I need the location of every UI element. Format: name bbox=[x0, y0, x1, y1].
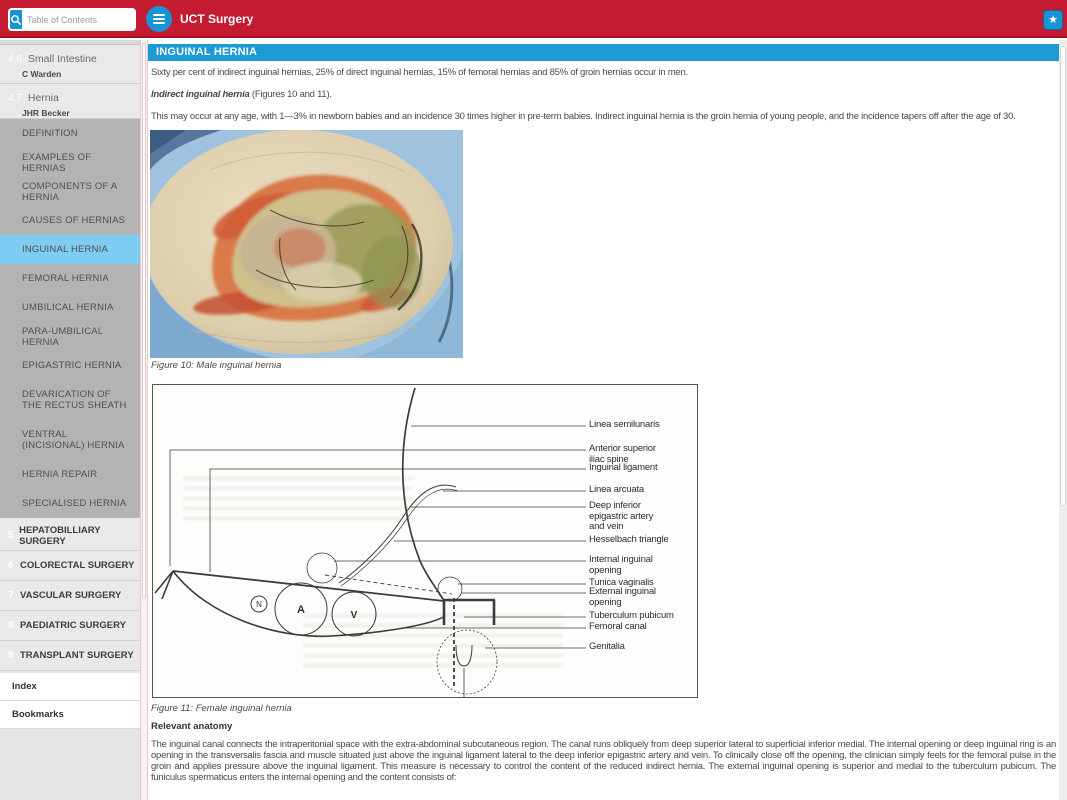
chapter-number: 4.6 bbox=[8, 54, 22, 65]
search-input[interactable] bbox=[22, 10, 136, 29]
top-bar bbox=[0, 0, 1067, 38]
sidebar-item-epigastric-hernia[interactable]: EPIGASTRIC HERNIA bbox=[22, 360, 122, 371]
figures-reference: (Figures 10 and 11). bbox=[249, 89, 332, 100]
page-title: INGUINAL HERNIA bbox=[148, 44, 1059, 61]
sidebar-section-colorectal[interactable]: 6 COLORECTAL SURGERY bbox=[0, 551, 140, 581]
sidebar-scrollbar-thumb[interactable] bbox=[142, 43, 146, 598]
label-internal-inguinal-opening: Internal inguinal opening bbox=[589, 554, 653, 576]
label-external-inguinal-opening: External inguinal opening bbox=[589, 586, 656, 608]
chapter-number: 4.7 bbox=[8, 93, 22, 104]
chapter-title: Small Intestine bbox=[27, 53, 97, 65]
sidebar-scrollbar[interactable] bbox=[140, 40, 148, 800]
content-area bbox=[148, 40, 1059, 800]
toc-search-box bbox=[8, 8, 136, 31]
sidebar-toc bbox=[0, 40, 140, 800]
diagram-lines bbox=[155, 388, 586, 697]
sidebar-section-list bbox=[0, 521, 140, 671]
sidebar-item-index[interactable]: Index bbox=[0, 673, 140, 701]
bookmark-star-button[interactable]: ★ bbox=[1043, 10, 1063, 30]
sidebar-item-femoral-hernia[interactable]: FEMORAL HERNIA bbox=[22, 273, 109, 284]
sidebar-section-hepatobilliary[interactable]: 5 HEPATOBILLIARY SURGERY bbox=[0, 521, 140, 551]
sidebar-item-hernia-repair[interactable]: HERNIA REPAIR bbox=[22, 469, 98, 480]
sidebar-item-components-of-a-hernia[interactable]: COMPONENTS OF A HERNIA bbox=[22, 180, 117, 203]
chapter-author: C Warden bbox=[22, 69, 62, 79]
sidebar-top-partial-item bbox=[0, 40, 140, 45]
sidebar-empty-area bbox=[0, 729, 140, 800]
sidebar-item-umbilical-hernia[interactable]: UMBILICAL HERNIA bbox=[22, 302, 114, 313]
search-icon bbox=[10, 14, 22, 26]
sidebar-item-inguinal-hernia[interactable]: INGUINAL HERNIA bbox=[0, 235, 140, 264]
chapter-title: Hernia bbox=[27, 92, 59, 104]
sidebar-section-transplant[interactable]: 9 TRANSPLANT SURGERY bbox=[0, 641, 140, 671]
label-linea-semilunaris: Linea semilunaris bbox=[589, 419, 660, 430]
sidebar-chapter-small-intestine[interactable] bbox=[0, 46, 140, 84]
sidebar-item-devarication-rectus-sheath[interactable]: DEVARICATION OF THE RECTUS SHEATH bbox=[22, 389, 127, 411]
sidebar-item-ventral-incisional-hernia[interactable]: VENTRAL (INCISIONAL) HERNIA bbox=[22, 429, 125, 451]
artery-letter: A bbox=[297, 604, 305, 616]
indirect-hernia-lead-paragraph bbox=[151, 89, 1056, 100]
relevant-anatomy-paragraph: The inguinal canal connects the intraperitonial space with the extra-abdominal subcutaneous region. The canal runs obliquely from deep superior lateral to superficial inferior medial. The internal opening or deep inguinal ring is an opening in the transversalis fascia and muscle situated just above the inguinal ligament lateral to the deep inferior epigastric artery and vein. To clinically close off the opening, the clinician simply feels for the femoral pulse in the groin and applies pressure above the inguinal ligament. This measure is necessary to control the content of the reduced indirect hernia. The external inguinal opening is superior and medial to the tuberculum pubicum. The funiculus spermaticus enters the internal opening and the content consists of: bbox=[151, 739, 1056, 783]
label-anterior-superior-iliac-spine: Anterior superior iliac spine bbox=[589, 443, 656, 465]
sidebar-item-specialised-hernia[interactable]: SPECIALISED HERNIA bbox=[22, 498, 127, 509]
figure-10-photo bbox=[150, 130, 463, 358]
male-inguinal-hernia-photo bbox=[150, 130, 463, 358]
sidebar-footer bbox=[0, 673, 140, 729]
content-scrollbar[interactable] bbox=[1059, 40, 1067, 800]
hamburger-menu-button[interactable] bbox=[146, 6, 172, 32]
sidebar-item-para-umbilical-hernia[interactable]: PARA-UMBILICAL HERNIA bbox=[22, 325, 103, 348]
figure-10-caption: Figure 10: Male inguinal hernia bbox=[151, 360, 282, 371]
sidebar-item-causes-of-hernias[interactable]: CAUSES OF HERNIAS bbox=[22, 215, 126, 226]
app-title: UCT Surgery bbox=[180, 12, 254, 26]
content-scrollbar-thumb[interactable] bbox=[1060, 46, 1066, 506]
relevant-anatomy-heading: Relevant anatomy bbox=[151, 721, 233, 732]
nerve-letter: N bbox=[256, 600, 262, 609]
indirect-hernia-term: Indirect inguinal hernia bbox=[151, 89, 250, 100]
sidebar-chapter-hernia[interactable] bbox=[0, 85, 140, 119]
vessel-letters bbox=[256, 600, 358, 621]
label-deep-inferior-epigastric: Deep inferior epigastric artery and vein bbox=[589, 500, 654, 532]
label-femoral-canal: Femoral canal bbox=[589, 621, 647, 632]
label-tuberculum-pubicum: Tuberculum pubicum bbox=[589, 610, 674, 621]
figure-11-diagram bbox=[152, 384, 698, 698]
label-linea-arcuata: Linea arcuata bbox=[589, 484, 644, 495]
label-inguinal-ligament: Inguinal ligament bbox=[589, 462, 658, 473]
hamburger-icon bbox=[153, 14, 165, 16]
sidebar-item-definition[interactable]: DEFINITION bbox=[22, 128, 78, 139]
label-tunica-vaginalis: Tunica vaginalis bbox=[589, 577, 654, 588]
sidebar-section-vascular[interactable]: 7 VASCULAR SURGERY bbox=[0, 581, 140, 611]
search-button[interactable] bbox=[10, 10, 22, 29]
intro-paragraph: Sixty per cent of indirect inguinal hernias, 25% of direct inguinal hernias, 15% of femoral hernias and 85% of groin hernias occur in men. bbox=[151, 67, 688, 78]
sidebar-item-bookmarks[interactable]: Bookmarks bbox=[0, 701, 140, 729]
vein-letter: V bbox=[350, 610, 358, 621]
incidence-paragraph: This may occur at any age, with 1—3% in newborn babies and an incidence 30 times higher in pre-term babies. Indirect inguinal hernia is the groin hernia of young people, and the incidence tapers off after the age of 30. bbox=[151, 111, 1016, 122]
sidebar-section-paediatric[interactable]: 8 PAEDIATRIC SURGERY bbox=[0, 611, 140, 641]
sidebar-item-examples-of-hernias[interactable]: EXAMPLES OF HERNIAS bbox=[22, 151, 92, 174]
chapter-author: JHR Becker bbox=[22, 108, 70, 118]
hernia-subsection-list bbox=[0, 119, 140, 518]
label-hesselbach-triangle: Hesselbach triangle bbox=[589, 534, 669, 545]
label-genitalia: Genitalia bbox=[589, 641, 625, 652]
figure-11-caption: Figure 11: Female inguinal hernia bbox=[151, 703, 292, 714]
